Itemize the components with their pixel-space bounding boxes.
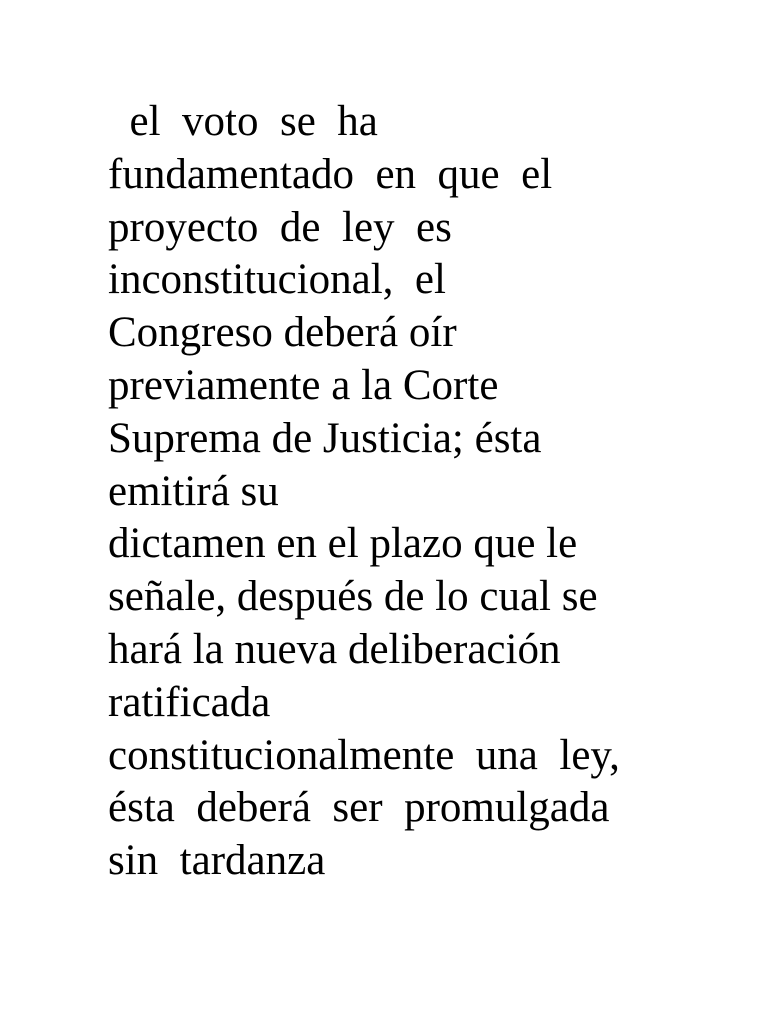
text-line: Congreso deberá oír [108,309,457,357]
text-line: emitirá su [108,467,279,515]
body-text [108,96,708,888]
text-line: el voto se ha [108,98,378,145]
text-line: ratificada [108,678,271,726]
text-line: proyecto de ley es [108,203,452,251]
text-line: sin tardanza [108,837,326,885]
text-line: señale, después de lo cual se [108,573,598,621]
text-line: fundamentado en que el [108,150,553,198]
text-line: Suprema de Justicia; ésta [108,414,542,462]
text-line: inconstitucional, el [108,256,446,304]
text-line: ésta deberá ser promulgada [108,784,610,832]
text-line: previamente a la Corte [108,361,499,409]
text-line: dictamen en el plazo que le [108,520,578,568]
text-line: constitucionalmente una ley, [108,731,620,779]
text-line: hará la nueva deliberación [108,625,561,673]
